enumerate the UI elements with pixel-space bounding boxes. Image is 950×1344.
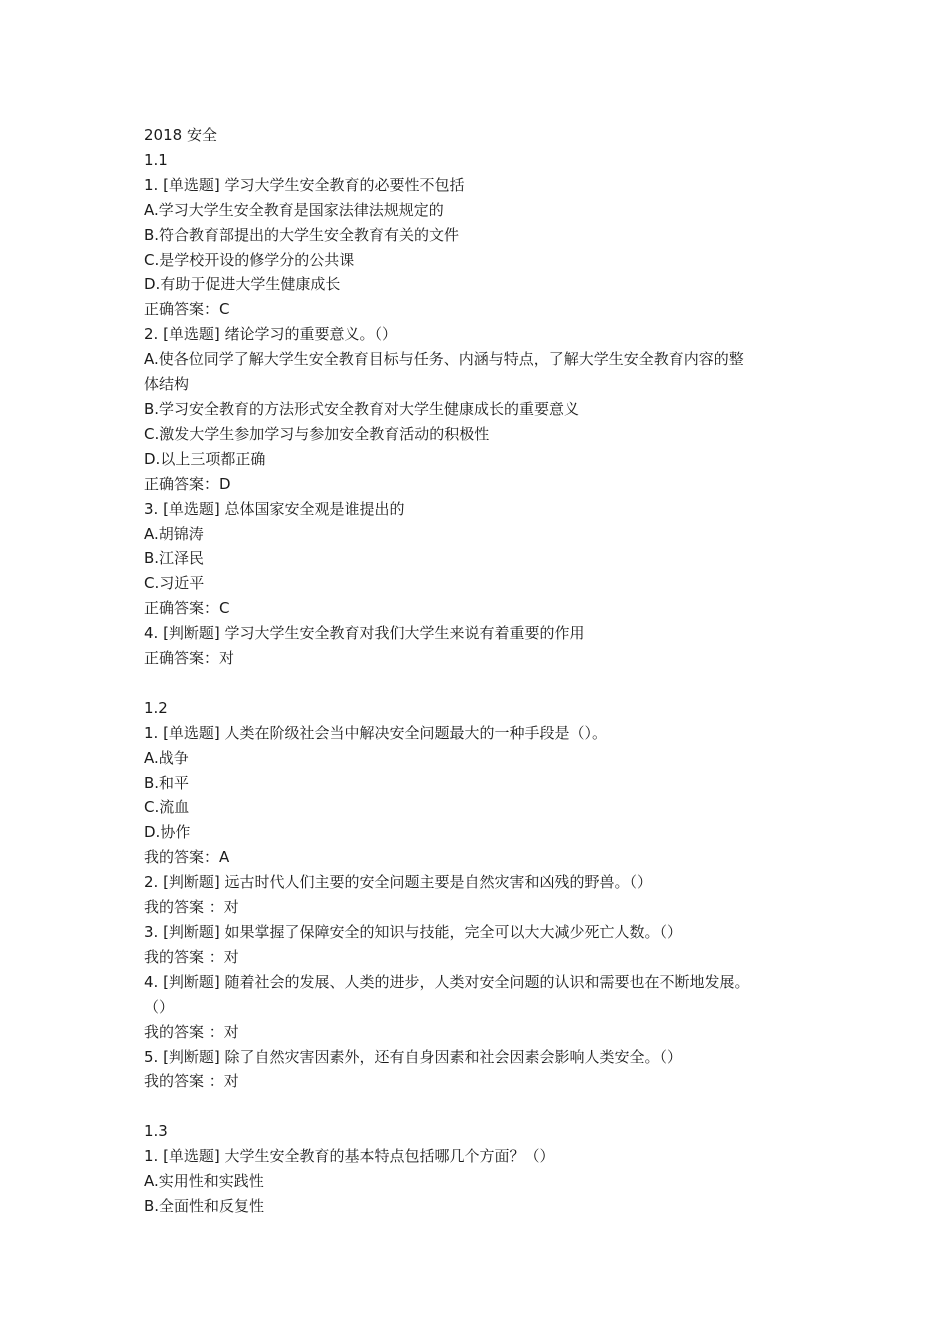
- answer-text: 正确答案：C: [144, 300, 230, 319]
- option-text: D.有助于促进大学生健康成长: [144, 275, 341, 294]
- answer-text: 我的答案 ：对: [144, 1022, 239, 1041]
- question-text: 3. [单选题] 总体国家安全观是谁提出的: [144, 499, 405, 518]
- option-text: A.战争: [144, 748, 189, 767]
- option-text: C.是学校开设的修学分的公共课: [144, 250, 355, 269]
- question-text: 4. [判断题] 学习大学生安全教育对我们大学生来说有着重要的作用: [144, 624, 585, 643]
- option-text: C.流血: [144, 798, 190, 817]
- question-text: 1. [单选题] 人类在阶级社会当中解决安全问题最大的一种手段是（）。: [144, 723, 608, 742]
- option-text: C.习近平: [144, 574, 205, 593]
- document-page: [144, 123, 812, 1219]
- section-heading: 1.1: [144, 150, 168, 169]
- option-text: B.全面性和反复性: [144, 1196, 265, 1215]
- option-text: B.学习安全教育的方法形式安全教育对大学生健康成长的重要意义: [144, 399, 580, 418]
- option-text: A.学习大学生安全教育是国家法律法规规定的: [144, 200, 444, 219]
- section-heading: 1.3: [144, 1122, 168, 1141]
- question-text: 1. [单选题] 大学生安全教育的基本特点包括哪几个方面？（）: [144, 1147, 555, 1166]
- answer-text: 正确答案：C: [144, 599, 230, 618]
- option-text-continued: 体结构: [144, 375, 190, 394]
- answer-text: 我的答案 ：对: [144, 1072, 239, 1091]
- option-text: A.胡锦涛: [144, 524, 204, 543]
- document-title: 2018 安全: [144, 126, 217, 144]
- question-text-continued: （）: [144, 997, 175, 1016]
- blank-line: [144, 671, 812, 696]
- answer-text: 正确答案：对: [144, 649, 235, 668]
- answer-text: 我的答案：A: [144, 848, 230, 867]
- option-text: C.激发大学生参加学习与参加安全教育活动的积极性: [144, 424, 490, 443]
- option-text: D.协作: [144, 823, 191, 842]
- answer-text: 我的答案 ：对: [144, 947, 239, 966]
- answer-text: 我的答案 ：对: [144, 898, 239, 917]
- question-text: 3. [判断题] 如果掌握了保障安全的知识与技能，完全可以大大减少死亡人数。（）: [144, 922, 683, 941]
- option-text: A.使各位同学了解大学生安全教育目标与任务、内涵与特点，了解大学生安全教育内容的整: [144, 350, 744, 369]
- option-text: B.和平: [144, 773, 190, 792]
- section-heading: 1.2: [144, 698, 168, 717]
- question-text: 5. [判断题] 除了自然灾害因素外，还有自身因素和社会因素会影响人类安全。（）: [144, 1047, 683, 1066]
- option-text: D.以上三项都正确: [144, 449, 266, 468]
- question-text: 2. [单选题] 绪论学习的重要意义。（）: [144, 325, 398, 344]
- blank-line: [144, 1094, 812, 1119]
- question-text: 2. [判断题] 远古时代人们主要的安全问题主要是自然灾害和凶残的野兽。（）: [144, 873, 653, 892]
- question-text: 4. [判断题] 随着社会的发展、人类的进步，人类对安全问题的认识和需要也在不断地发展。: [144, 972, 750, 991]
- option-text: B.江泽民: [144, 549, 205, 568]
- option-text: A.实用性和实践性: [144, 1172, 264, 1191]
- answer-text: 正确答案：D: [144, 474, 231, 493]
- question-text: 1. [单选题] 学习大学生安全教育的必要性不包括: [144, 175, 465, 194]
- option-text: B.符合教育部提出的大学生安全教育有关的文件: [144, 225, 460, 244]
